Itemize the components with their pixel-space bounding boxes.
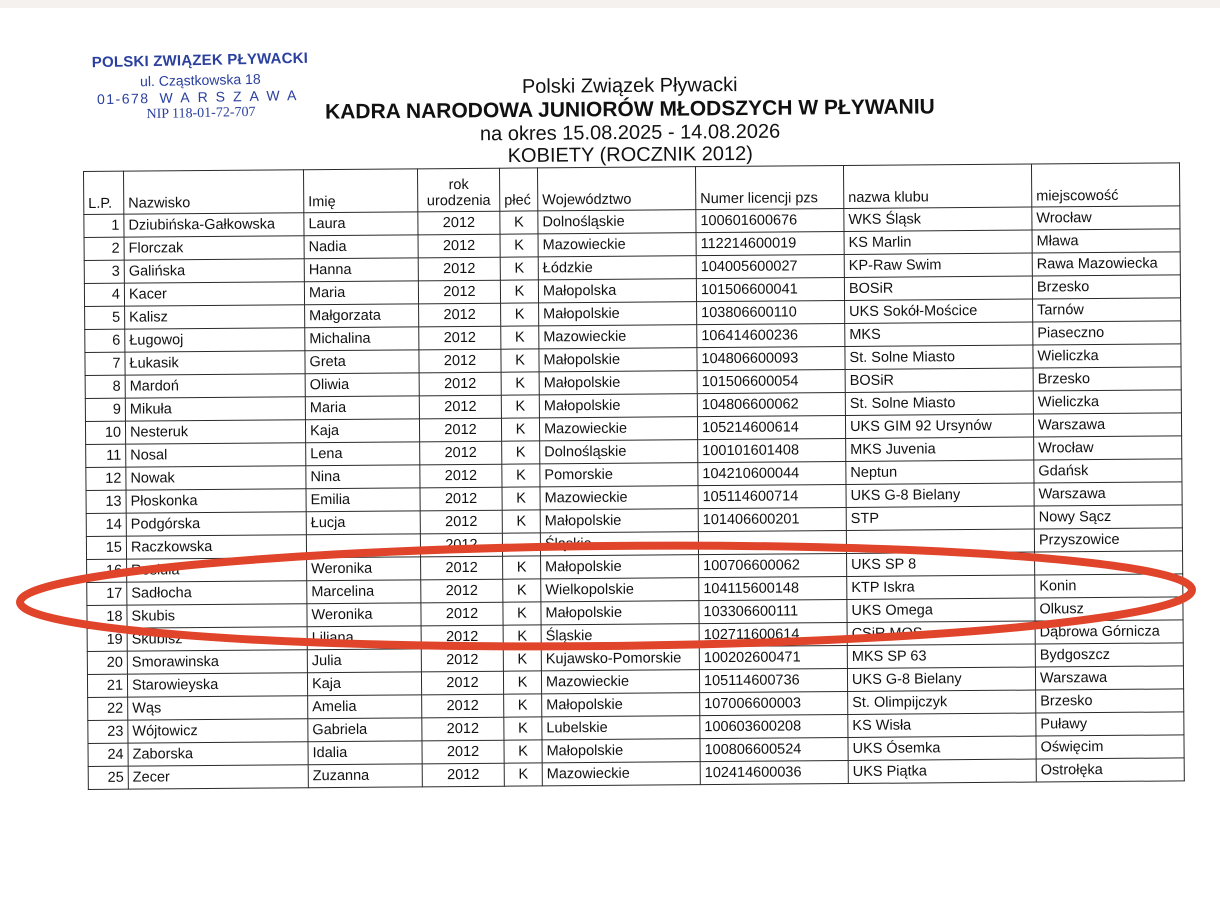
cell-license: 100706600062 xyxy=(699,554,847,578)
cell-sex: K xyxy=(501,326,539,349)
cell-lp: 21 xyxy=(87,674,127,697)
cell-surname: Starowieyska xyxy=(127,673,307,697)
cell-city: Oświęcim xyxy=(1036,735,1184,759)
cell-sex: K xyxy=(503,602,541,625)
cell-name: Marcelina xyxy=(307,580,421,604)
cell-city: Ostrołęka xyxy=(1036,758,1184,782)
cell-lp: 20 xyxy=(87,651,127,674)
cell-region: Mazowieckie xyxy=(539,325,697,349)
cell-region: Małopolskie xyxy=(541,601,699,625)
cell-surname: Resiuła xyxy=(127,558,307,582)
header-name: Imię xyxy=(303,169,417,213)
cell-lp: 19 xyxy=(87,628,127,651)
cell-club: KTP Iskra xyxy=(847,575,1035,599)
cell-surname: Skubisz xyxy=(127,627,307,651)
cell-name: Idalia xyxy=(308,741,422,765)
cell-city: Wieliczka xyxy=(1033,390,1181,414)
cell-surname: Mikuła xyxy=(125,397,305,421)
roster-sheet xyxy=(83,162,1184,790)
cell-birth-year: 2012 xyxy=(418,211,500,235)
cell-surname: Płoskonka xyxy=(126,489,306,513)
cell-license xyxy=(698,531,846,555)
cell-name: Maria xyxy=(304,281,418,305)
cell-name: Nadia xyxy=(304,235,418,259)
cell-lp: 25 xyxy=(88,766,128,789)
cell-region: Mazowieckie xyxy=(540,486,698,510)
stamp-street: ul. Cząstkowska 18 xyxy=(139,70,261,90)
cell-name: Zuzanna xyxy=(308,764,422,788)
cell-name: Lena xyxy=(306,442,420,466)
cell-surname: Nowak xyxy=(126,466,306,490)
cell-license: 104210600044 xyxy=(698,462,846,486)
cell-region: Kujawsko-Pomorskie xyxy=(541,647,699,671)
cell-club: BOSiR xyxy=(845,368,1033,392)
cell-sex: K xyxy=(502,464,540,487)
cell-city: Warszawa xyxy=(1035,666,1183,690)
cell-surname: Łukasik xyxy=(125,351,305,375)
cell-sex: K xyxy=(504,717,542,740)
cell-surname: Nesteruk xyxy=(125,420,305,444)
cell-license: 105114600714 xyxy=(698,485,846,509)
cell-club: KP-Raw Swim xyxy=(844,253,1032,277)
cell-surname: Florczak xyxy=(124,236,304,260)
cell-lp: 4 xyxy=(84,283,124,306)
cell-birth-year: 2012 xyxy=(420,464,502,488)
cell-license: 102414600036 xyxy=(700,761,848,785)
cell-region: Mazowieckie xyxy=(542,762,700,786)
cell-region: Małopolskie xyxy=(542,693,700,717)
header-rok-line1: rok xyxy=(448,176,469,194)
header-rok-line2: urodzenia xyxy=(426,192,491,210)
cell-club: CSiR MOS xyxy=(847,621,1035,645)
cell-lp: 11 xyxy=(86,444,126,467)
cell-sex: K xyxy=(500,257,538,280)
cell-lp: 1 xyxy=(84,214,124,237)
cell-region: Pomorskie xyxy=(540,463,698,487)
cell-sex: K xyxy=(500,234,538,257)
cell-club: UKS Ósemka xyxy=(848,736,1036,760)
cell-name: Emilia xyxy=(306,488,420,512)
cell-surname: Zaborska xyxy=(128,742,308,766)
cell-birth-year: 2012 xyxy=(421,671,503,695)
cell-lp: 5 xyxy=(85,306,125,329)
cell-region: Dolnośląskie xyxy=(540,440,698,464)
cell-city: Brzesko xyxy=(1033,367,1181,391)
cell-club: MKS Juvenia xyxy=(846,437,1034,461)
cell-club: UKS Sokół-Mościce xyxy=(845,299,1033,323)
cell-club: KS Wisła xyxy=(848,713,1036,737)
cell-city xyxy=(1035,551,1183,575)
cell-sex: K xyxy=(504,763,542,786)
cell-birth-year: 2012 xyxy=(419,349,501,373)
cell-sex xyxy=(502,533,540,556)
cell-sex: K xyxy=(500,280,538,303)
cell-city: Bydgoszcz xyxy=(1035,643,1183,667)
cell-city: Wieliczka xyxy=(1033,344,1181,368)
header-city: miejscowość xyxy=(1031,163,1179,207)
cell-birth-year: 2012 xyxy=(420,487,502,511)
cell-license: 102711600614 xyxy=(699,623,847,647)
cell-surname: Zecer xyxy=(128,765,308,789)
cell-birth-year: 2012 xyxy=(419,395,501,419)
cell-city: Brzesko xyxy=(1032,275,1180,299)
cell-club: BOSiR xyxy=(844,276,1032,300)
roster-table xyxy=(83,162,1185,790)
cell-birth-year: 2012 xyxy=(421,579,503,603)
cell-city: Puławy xyxy=(1036,712,1184,736)
cell-birth-year: 2012 xyxy=(420,533,502,557)
cell-region: Dolnośląskie xyxy=(538,210,696,234)
cell-license: 105114600736 xyxy=(699,669,847,693)
cell-lp: 13 xyxy=(86,490,126,513)
cell-club xyxy=(846,529,1034,553)
header-birth-year xyxy=(417,168,499,212)
cell-club: KS Marlin xyxy=(844,230,1032,254)
cell-license: 112214600019 xyxy=(696,232,844,256)
cell-region: Małopolskie xyxy=(539,371,697,395)
cell-lp: 7 xyxy=(85,352,125,375)
cell-name: Michalina xyxy=(305,327,419,351)
cell-region: Małopolskie xyxy=(540,509,698,533)
cell-surname: Ługowoj xyxy=(125,328,305,352)
cell-club: St. Solne Miasto xyxy=(845,391,1033,415)
cell-birth-year: 2012 xyxy=(422,763,504,787)
cell-city: Rawa Mazowiecka xyxy=(1032,252,1180,276)
cell-license: 106414600236 xyxy=(697,324,845,348)
cell-license: 103806600110 xyxy=(697,301,845,325)
cell-region: Mazowieckie xyxy=(541,670,699,694)
cell-club: St. Solne Miasto xyxy=(845,345,1033,369)
cell-city: Dąbrowa Górnicza xyxy=(1035,620,1183,644)
cell-club: St. Olimpijczyk xyxy=(848,690,1036,714)
cell-lp: 10 xyxy=(85,421,125,444)
cell-birth-year: 2012 xyxy=(419,372,501,396)
cell-birth-year: 2012 xyxy=(419,303,501,327)
cell-surname: Podgórska xyxy=(126,512,306,536)
cell-lp: 23 xyxy=(88,720,128,743)
cell-sex: K xyxy=(502,487,540,510)
document-heading xyxy=(300,71,961,170)
cell-license: 107006600003 xyxy=(700,692,848,716)
cell-club: Neptun xyxy=(846,460,1034,484)
cell-name xyxy=(306,534,420,558)
top-band xyxy=(0,0,1220,8)
cell-city: Przyszowice xyxy=(1034,528,1182,552)
cell-birth-year: 2012 xyxy=(418,234,500,258)
cell-surname: Smorawinska xyxy=(127,650,307,674)
cell-license: 100601600676 xyxy=(696,209,844,233)
cell-surname: Wójtowicz xyxy=(128,719,308,743)
cell-club: UKS GIM 92 Ursynów xyxy=(845,414,1033,438)
cell-club: UKS SP 8 xyxy=(847,552,1035,576)
cell-sex: K xyxy=(504,694,542,717)
cell-sex: K xyxy=(502,510,540,533)
cell-sex: K xyxy=(503,671,541,694)
cell-surname: Galińska xyxy=(124,259,304,283)
cell-name: Liliana xyxy=(307,626,421,650)
cell-birth-year: 2012 xyxy=(422,717,504,741)
cell-sex: K xyxy=(501,303,539,326)
cell-surname: Kacer xyxy=(124,282,304,306)
cell-birth-year: 2012 xyxy=(421,602,503,626)
cell-region: Małopolska xyxy=(538,279,696,303)
cell-birth-year: 2012 xyxy=(420,510,502,534)
header-license: Numer licencji pzs xyxy=(695,166,843,210)
cell-region: Małopolskie xyxy=(542,739,700,763)
cell-city: Warszawa xyxy=(1033,413,1181,437)
cell-birth-year: 2012 xyxy=(422,740,504,764)
cell-city: Konin xyxy=(1035,574,1183,598)
cell-name: Łucja xyxy=(306,511,420,535)
cell-name: Laura xyxy=(304,212,418,236)
cell-license: 101506600054 xyxy=(697,370,845,394)
cell-region: Śląskie xyxy=(541,624,699,648)
cell-sex: K xyxy=(501,395,539,418)
cell-region: Wielkopolskie xyxy=(541,578,699,602)
cell-name: Amelia xyxy=(308,695,422,719)
header-club: nazwa klubu xyxy=(843,164,1031,208)
cell-city: Mława xyxy=(1032,229,1180,253)
cell-city: Piaseczno xyxy=(1033,321,1181,345)
cell-surname: Nosal xyxy=(126,443,306,467)
cell-name: Julia xyxy=(307,649,421,673)
cell-region: Mazowieckie xyxy=(539,417,697,441)
cell-club: UKS G-8 Bielany xyxy=(847,667,1035,691)
cell-birth-year: 2012 xyxy=(421,625,503,649)
cell-birth-year: 2012 xyxy=(420,441,502,465)
organization-stamp xyxy=(87,50,313,125)
cell-city: Olkusz xyxy=(1035,597,1183,621)
stamp-city: WARSZAWA xyxy=(159,86,305,106)
cell-name: Weronika xyxy=(307,557,421,581)
cell-name: Nina xyxy=(306,465,420,489)
cell-birth-year: 2012 xyxy=(419,418,501,442)
cell-lp: 22 xyxy=(88,697,128,720)
cell-club: WKS Śląsk xyxy=(844,207,1032,231)
cell-city: Tarnów xyxy=(1033,298,1181,322)
cell-city: Wrocław xyxy=(1034,436,1182,460)
stamp-org: POLSKI ZWIĄZEK PŁYWACKI xyxy=(91,49,309,72)
stamp-nip: NIP 118-01-72-707 xyxy=(146,104,256,123)
cell-region: Małopolskie xyxy=(539,302,697,326)
cell-sex: K xyxy=(500,211,538,234)
cell-sex: K xyxy=(501,372,539,395)
roster-body xyxy=(84,206,1184,790)
cell-lp: 8 xyxy=(85,375,125,398)
cell-license: 100806600524 xyxy=(700,738,848,762)
cell-sex: K xyxy=(501,418,539,441)
cell-sex: K xyxy=(503,648,541,671)
cell-surname: Dziubińska-Gałkowska xyxy=(124,213,304,237)
cell-license: 104005600027 xyxy=(696,255,844,279)
cell-license: 100101601408 xyxy=(698,439,846,463)
cell-license: 105214600614 xyxy=(697,416,845,440)
cell-birth-year: 2012 xyxy=(421,556,503,580)
cell-lp: 18 xyxy=(87,605,127,628)
cell-birth-year: 2012 xyxy=(422,694,504,718)
cell-surname: Wąs xyxy=(128,696,308,720)
document-title: KADRA NARODOWA JUNIORÓW MŁODSZYCH W PŁYWANIU xyxy=(324,95,935,124)
cell-club: STP xyxy=(846,506,1034,530)
cell-city: Warszawa xyxy=(1034,482,1182,506)
cell-name: Kaja xyxy=(305,419,419,443)
heading-org: Polski Związek Pływacki xyxy=(521,74,738,98)
cell-birth-year: 2012 xyxy=(421,648,503,672)
cell-lp: 14 xyxy=(86,513,126,536)
cell-surname: Skubis xyxy=(127,604,307,628)
cell-region: Łódzkie xyxy=(538,256,696,280)
cell-lp: 17 xyxy=(87,582,127,605)
cell-sex: K xyxy=(503,579,541,602)
cell-license: 100202600471 xyxy=(699,646,847,670)
cell-sex: K xyxy=(504,740,542,763)
cell-city: Wrocław xyxy=(1032,206,1180,230)
cell-club: UKS G-8 Bielany xyxy=(846,483,1034,507)
cell-license: 104806600093 xyxy=(697,347,845,371)
cell-club: MKS SP 63 xyxy=(847,644,1035,668)
cell-lp: 24 xyxy=(88,743,128,766)
cell-license: 103306600111 xyxy=(699,600,847,624)
cell-club: UKS Piątka xyxy=(848,759,1036,783)
cell-license: 101506600041 xyxy=(696,278,844,302)
cell-lp: 3 xyxy=(84,260,124,283)
cell-surname: Raczkowska xyxy=(126,535,306,559)
cell-city: Nowy Sącz xyxy=(1034,505,1182,529)
cell-region: Małopolskie xyxy=(539,394,697,418)
cell-surname: Mardoń xyxy=(125,374,305,398)
cell-lp: 2 xyxy=(84,237,124,260)
cell-region: Lubelskie xyxy=(542,716,700,740)
header-sex: płeć xyxy=(499,168,537,211)
heading-group: KOBIETY (ROCZNIK 2012) xyxy=(507,142,754,168)
cell-name: Kaja xyxy=(307,672,421,696)
cell-sex: K xyxy=(501,349,539,372)
cell-lp: 6 xyxy=(85,329,125,352)
stamp-postcode: 01-678 xyxy=(96,90,150,108)
cell-name: Oliwia xyxy=(305,373,419,397)
cell-region: Małopolskie xyxy=(539,348,697,372)
cell-region: Małopolskie xyxy=(541,555,699,579)
cell-name: Greta xyxy=(305,350,419,374)
cell-lp: 9 xyxy=(85,398,125,421)
cell-name: Hanna xyxy=(304,258,418,282)
cell-license: 100603600208 xyxy=(700,715,848,739)
cell-sex: K xyxy=(503,625,541,648)
cell-license: 104806600062 xyxy=(697,393,845,417)
header-region: Województwo xyxy=(537,167,695,211)
cell-city: Gdańsk xyxy=(1034,459,1182,483)
cell-region: Mazowieckie xyxy=(538,233,696,257)
heading-period: na okres 15.08.2025 - 14.08.2026 xyxy=(479,120,781,146)
cell-name: Maria xyxy=(305,396,419,420)
cell-license: 101406600201 xyxy=(698,508,846,532)
cell-birth-year: 2012 xyxy=(418,257,500,281)
cell-sex: K xyxy=(503,556,541,579)
cell-sex: K xyxy=(502,441,540,464)
header-lp: L.P. xyxy=(84,171,124,214)
cell-surname: Sadłocha xyxy=(127,581,307,605)
cell-region: Śląskie xyxy=(540,532,698,556)
cell-name: Gabriela xyxy=(308,718,422,742)
cell-club: MKS xyxy=(845,322,1033,346)
cell-lp: 15 xyxy=(86,536,126,559)
cell-surname: Kalisz xyxy=(125,305,305,329)
header-surname: Nazwisko xyxy=(124,170,304,214)
cell-license: 104115600148 xyxy=(699,577,847,601)
cell-name: Weronika xyxy=(307,603,421,627)
cell-lp: 16 xyxy=(87,559,127,582)
cell-birth-year: 2012 xyxy=(418,280,500,304)
cell-lp: 12 xyxy=(86,467,126,490)
cell-club: UKS Omega xyxy=(847,598,1035,622)
cell-city: Brzesko xyxy=(1036,689,1184,713)
cell-birth-year: 2012 xyxy=(419,326,501,350)
cell-name: Małgorzata xyxy=(305,304,419,328)
